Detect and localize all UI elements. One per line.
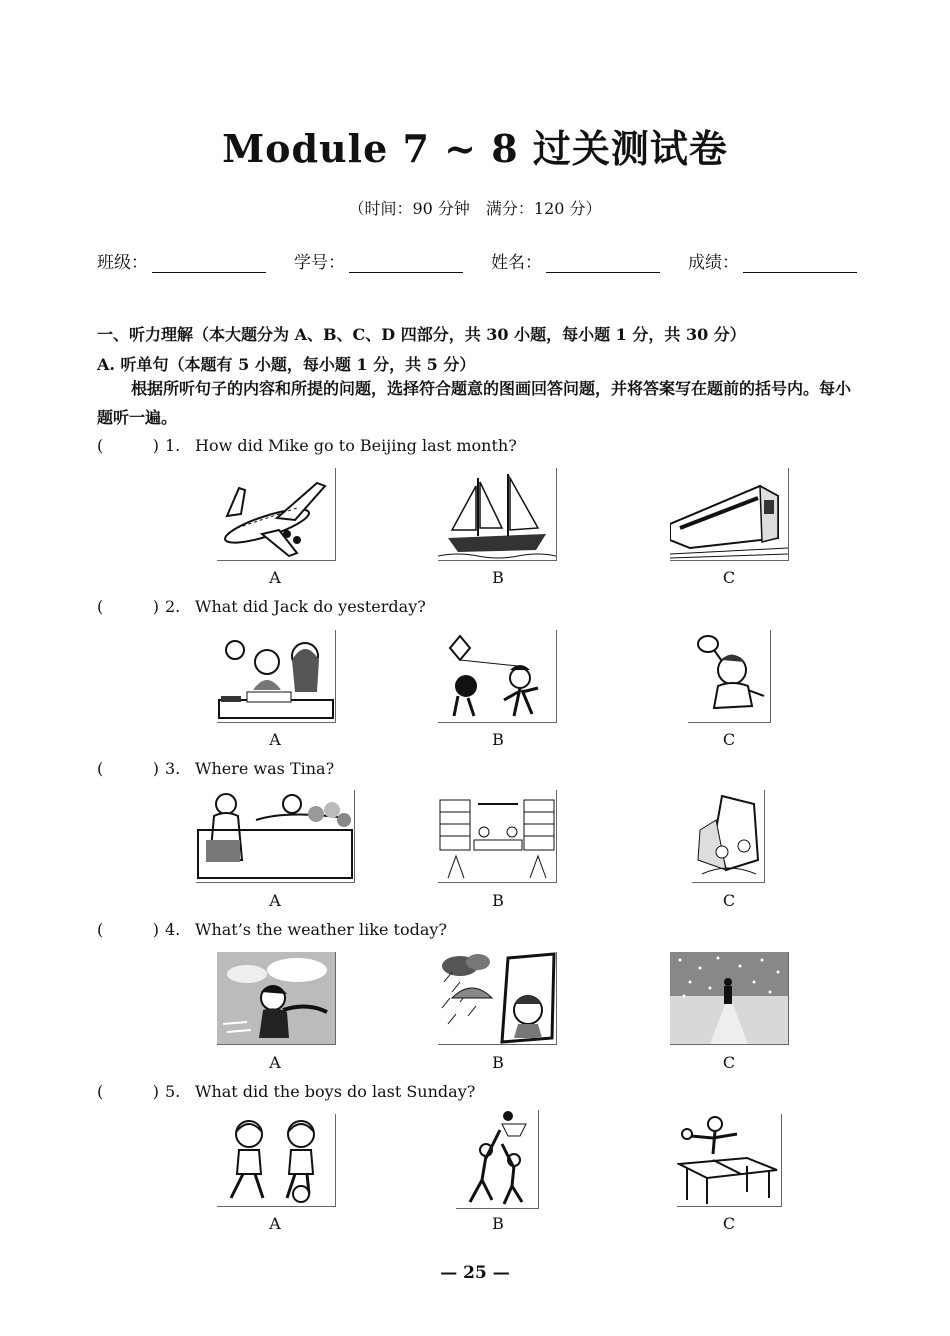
option-label: B — [492, 1214, 504, 1233]
option-label: A — [269, 891, 281, 910]
exam-time-info: （时间：90 分钟 满分：120 分） — [348, 199, 602, 218]
class-label: 班级： — [97, 253, 148, 273]
section-heading: 一、听力理解（本大题分为 A、B、C、D 四部分，共 30 小题，每小题 1 分，共 30 分） — [97, 325, 746, 344]
snowy-weather-icon[interactable] — [670, 952, 789, 1045]
question-3 — [97, 759, 334, 778]
question-text: What’s the weather like today? — [195, 920, 447, 939]
answer-bracket[interactable]: ( ) — [97, 920, 159, 939]
sailing-ship-icon[interactable] — [438, 468, 557, 561]
name-label: 姓名： — [491, 253, 542, 273]
question-text: How did Mike go to Beijing last month? — [195, 436, 517, 455]
student-no-blank[interactable] — [349, 254, 463, 273]
option-label: B — [492, 1053, 504, 1072]
score-blank[interactable] — [743, 254, 857, 273]
option-label: A — [269, 568, 281, 587]
option-label: A — [269, 1214, 281, 1233]
playing-table-tennis-icon[interactable] — [677, 1114, 782, 1207]
question-text: What did the boys do last Sunday? — [195, 1082, 476, 1101]
question-number: 2. — [165, 597, 181, 616]
studying-at-desk-icon[interactable] — [217, 630, 336, 723]
answer-bracket[interactable]: ( ) — [97, 759, 159, 778]
student-info-row — [97, 248, 857, 273]
playing-basketball-icon[interactable] — [456, 1110, 539, 1209]
student-no-label: 学号： — [294, 253, 345, 273]
answer-bracket[interactable]: ( ) — [97, 1082, 159, 1101]
option-label: C — [722, 568, 736, 587]
airplane-icon[interactable] — [217, 468, 336, 561]
option-label: B — [492, 568, 504, 587]
question-4 — [97, 920, 447, 939]
playing-badminton-icon[interactable] — [688, 630, 771, 723]
part-a-heading: A. 听单句（本题有 5 小题，每小题 1 分，共 5 分） — [97, 355, 476, 374]
question-number: 5. — [165, 1082, 181, 1101]
option-label: A — [269, 1053, 281, 1072]
option-label: C — [722, 1214, 736, 1233]
playing-football-icon[interactable] — [217, 1114, 336, 1207]
name-blank[interactable] — [546, 254, 660, 273]
answer-bracket[interactable]: ( ) — [97, 436, 159, 455]
class-blank[interactable] — [152, 254, 266, 273]
question-5 — [97, 1082, 475, 1101]
library-icon[interactable] — [438, 790, 557, 883]
rainy-weather-icon[interactable] — [438, 952, 557, 1045]
park-rock-climbing-icon[interactable] — [692, 790, 765, 883]
page-title: Module 7 ~ 8 过关测试卷 — [222, 126, 728, 171]
option-label: B — [492, 891, 504, 910]
question-number: 3. — [165, 759, 181, 778]
option-label: A — [269, 730, 281, 749]
page-number: — 25 — — [440, 1263, 510, 1283]
flying-kite-icon[interactable] — [438, 630, 557, 723]
name-field — [491, 248, 660, 273]
option-label: C — [722, 730, 736, 749]
question-number: 4. — [165, 920, 181, 939]
windy-weather-icon[interactable] — [217, 952, 336, 1045]
question-text: Where was Tina? — [195, 759, 335, 778]
question-number: 1. — [165, 436, 181, 455]
score-field — [688, 248, 857, 273]
instructions: 根据所听句子的内容和所提的问题，选择符合题意的图画回答问题，并将答案写在题前的括号内。每小题听一遍。 — [97, 379, 852, 427]
question-1 — [97, 436, 517, 455]
answer-bracket[interactable]: ( ) — [97, 597, 159, 616]
question-text: What did Jack do yesterday? — [195, 597, 426, 616]
option-label: B — [492, 730, 504, 749]
shopping-market-icon[interactable] — [196, 790, 355, 883]
question-2 — [97, 597, 426, 616]
class-field — [97, 248, 266, 273]
option-label: C — [722, 1053, 736, 1072]
train-icon[interactable] — [670, 468, 789, 561]
score-label: 成绩： — [688, 253, 739, 273]
student-no-field — [294, 248, 463, 273]
option-label: C — [722, 891, 736, 910]
